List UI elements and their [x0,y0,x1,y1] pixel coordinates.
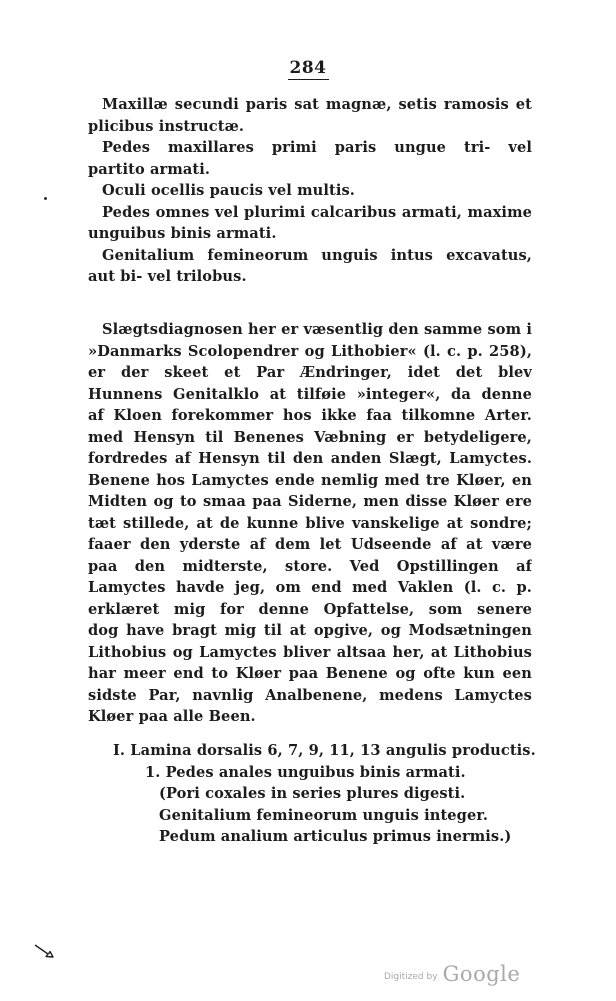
text-line: faaer den yderste af dem let Udseende af at være [88,536,532,553]
text-line: 1. Pedes anales unguibus binis armati. [145,763,466,781]
text-line: fordredes af Hensyn til den anden Slægt, Lamyctes. [88,450,532,467]
species-key [113,740,536,848]
text-line: Maxillæ secundi paris sat magnæ, setis ramosis et [102,96,532,113]
text-line: Pedes maxillares primi paris ungue tri- vel [102,139,532,156]
text-line: aut bi- vel trilobus. [88,268,247,285]
text-line: Slægtsdiagnosen her er væsentlig den samme som i [102,321,532,338]
commentary-paragraph [88,319,532,728]
page-number-text: 284 [289,58,327,78]
watermark-prefix: Digitized by [384,972,438,982]
text-line: Benene hos Lamyctes ende nemlig med tre Kløer, en [88,471,532,489]
genus-diagnosis [88,94,532,288]
text-line: Oculi ocellis paucis vel multis. [102,182,355,199]
text-line: I. Lamina dorsalis 6, 7, 9, 11, 13 angulis productis. [113,742,536,759]
text-line: Lithobius og Lamyctes bliver altsaa her, at Lithobius [88,643,532,661]
text-line: erklæret mig for denne Opfattelse, som senere [88,600,532,618]
text-line: plicibus instructæ. [88,117,245,135]
text-line: er der skeet et Par Ændringer, idet det blev [88,364,532,381]
page-number [0,58,616,80]
text-line: Genitalium femineorum unguis intus excavatus, [102,246,532,264]
text-line: med Hensyn til Benenes Væbning er betydeligere, [88,428,532,446]
text-line: af Kloen forekommer hos ikke faa tilkomne Arter. [88,407,532,424]
text-line: Midten og to smaa paa Siderne, men disse Kløer ere [88,493,532,510]
text-line: partito armati. [88,160,211,178]
text-line: »Danmarks Scolopendrer og Lithobier« (l. c. p. 258), [88,342,532,360]
text-line: Pedes omnes vel plurimi calcaribus armati, maxime [102,203,532,221]
text-line: Lamyctes havde jeg, om end med Vaklen (l. c. p. [88,579,532,596]
text-line: (Pori coxales in series plures digesti. [159,785,466,802]
text-line: sidste Par, navnlig Analbenene, medens Lamyctes [88,686,532,704]
text-line: paa den midterste, store. Ved Opstillingen af [88,557,532,575]
text-line: har meer end to Kløer paa Benene og ofte kun een [88,665,532,682]
text-line: Kløer paa alle Been. [88,708,256,725]
margin-speck [44,197,47,200]
text-line: Genitalium femineorum unguis integer. [159,806,488,824]
text-line: Hunnens Genitalklo at tilføie »integer«, da denne [88,385,532,403]
text-line: dog have bragt mig til at opgive, og Modsætningen [88,622,532,639]
digitized-watermark [384,962,520,986]
text-line: tæt stillede, at de kunne blive vanskelige at sondre; [88,514,532,532]
text-line: unguibus binis armati. [88,225,277,242]
google-logo: Google [442,962,521,986]
corner-mark-icon [34,944,54,958]
text-line: Pedum analium articulus primus inermis.) [159,828,512,845]
